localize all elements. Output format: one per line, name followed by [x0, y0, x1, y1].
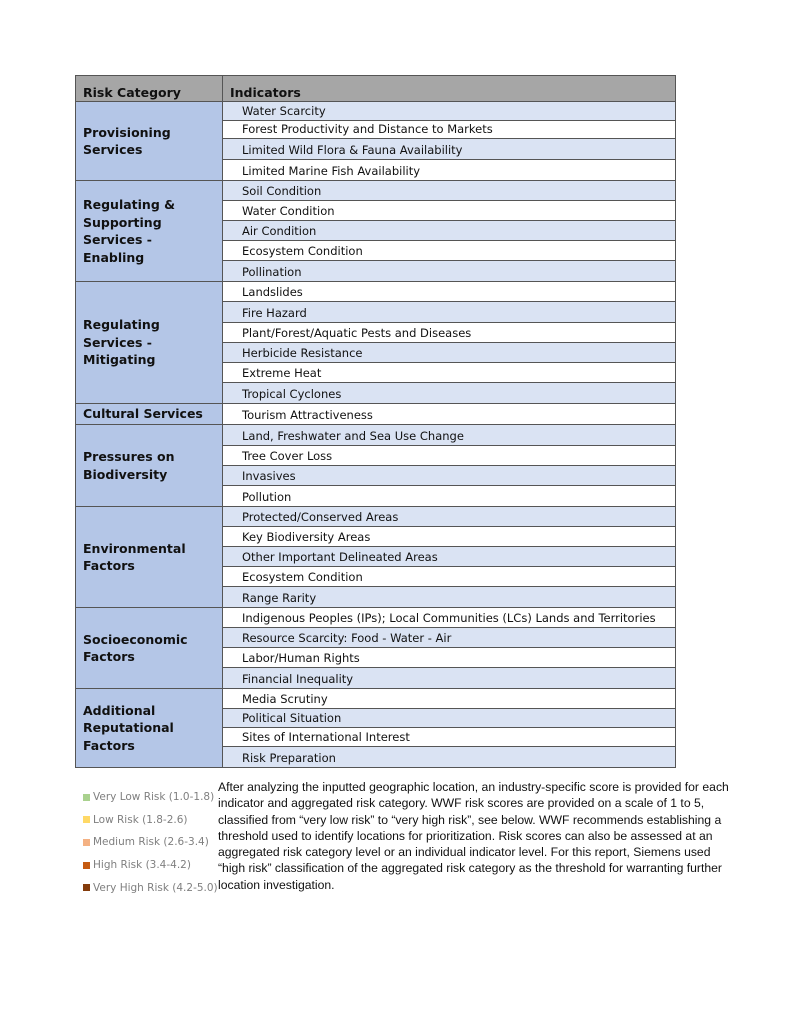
legend-swatch [83, 862, 90, 869]
indicator-cell: Invasives [223, 466, 676, 486]
indicator-cell: Fire Hazard [223, 302, 676, 323]
indicator-cell: Plant/Forest/Aquatic Pests and Diseases [223, 323, 676, 343]
risk-category-cell: Additional Reputational Factors [76, 689, 223, 768]
indicator-cell: Forest Productivity and Distance to Markets [223, 121, 676, 139]
legend-item [83, 809, 218, 832]
indicator-cell: Pollination [223, 261, 676, 282]
legend-item [83, 831, 218, 854]
indicator-cell: Key Biodiversity Areas [223, 527, 676, 547]
indicator-cell: Range Rarity [223, 587, 676, 608]
table-row [76, 425, 676, 446]
risk-legend [83, 786, 218, 899]
indicator-cell: Indigenous Peoples (IPs); Local Communities (LCs) Lands and Territories [223, 608, 676, 628]
indicator-cell: Pollution [223, 486, 676, 507]
indicator-cell: Water Scarcity [223, 102, 676, 121]
legend-item [83, 786, 218, 809]
indicator-cell: Tropical Cyclones [223, 383, 676, 404]
legend-swatch [83, 839, 90, 846]
header-indicators: Indicators [223, 76, 676, 102]
risk-category-cell: Provisioning Services [76, 102, 223, 181]
risk-category-cell: Pressures on Biodiversity [76, 425, 223, 507]
risk-category-cell: Regulating & Supporting Services - Enabling [76, 181, 223, 282]
indicator-cell: Landslides [223, 282, 676, 302]
indicator-cell: Land, Freshwater and Sea Use Change [223, 425, 676, 446]
indicator-cell: Political Situation [223, 709, 676, 728]
indicator-cell: Soil Condition [223, 181, 676, 201]
risk-category-cell: Environmental Factors [76, 507, 223, 608]
indicator-cell: Other Important Delineated Areas [223, 547, 676, 567]
indicator-cell: Risk Preparation [223, 747, 676, 768]
risk-indicator-table [75, 75, 676, 768]
indicator-cell: Ecosystem Condition [223, 241, 676, 261]
legend-label: Very Low Risk (1.0-1.8) [93, 791, 215, 804]
indicator-cell: Protected/Conserved Areas [223, 507, 676, 527]
legend-label: Low Risk (1.8-2.6) [93, 813, 188, 826]
indicator-cell: Tourism Attractiveness [223, 404, 676, 425]
indicator-cell: Financial Inequality [223, 668, 676, 689]
indicator-cell: Water Condition [223, 201, 676, 221]
body-paragraph: After analyzing the inputted geographic location, an industry-specific score is provided for each indicator and aggregated risk category. WWF risk scores are provided on a scale of 1 to 5, classified from “very low risk” to “very high risk”, see below. WWF recommends establishing a threshold used to identify locations for prioritization. Risk scores can also be assessed at an aggregated risk category level or an individual indicator level. For this report, Siemens used “high risk” classification of the aggregated risk category as the threshold for warranting further location investigation. [218, 780, 729, 892]
indicator-cell: Extreme Heat [223, 363, 676, 383]
table-row [76, 282, 676, 302]
legend-item [83, 876, 218, 899]
indicator-cell: Limited Marine Fish Availability [223, 160, 676, 181]
table-row [76, 507, 676, 527]
indicator-cell: Sites of International Interest [223, 728, 676, 747]
table-header-row [76, 76, 676, 102]
legend-label: Medium Risk (2.6-3.4) [93, 836, 209, 849]
table-row [76, 102, 676, 121]
indicator-cell: Media Scrutiny [223, 689, 676, 709]
header-risk-category: Risk Category [76, 76, 223, 102]
indicator-cell: Resource Scarcity: Food - Water - Air [223, 628, 676, 648]
indicator-cell: Herbicide Resistance [223, 343, 676, 363]
indicator-cell: Limited Wild Flora & Fauna Availability [223, 139, 676, 160]
legend-item [83, 854, 218, 877]
indicator-cell: Ecosystem Condition [223, 567, 676, 587]
table-row [76, 608, 676, 628]
legend-swatch [83, 794, 90, 801]
legend-swatch [83, 884, 90, 891]
legend-swatch [83, 816, 90, 823]
legend-label: Very High Risk (4.2-5.0) [93, 881, 218, 894]
table-row [76, 404, 676, 425]
risk-category-cell: Cultural Services [76, 404, 223, 425]
legend-label: High Risk (3.4-4.2) [93, 859, 191, 872]
indicator-cell: Tree Cover Loss [223, 446, 676, 466]
indicator-cell: Air Condition [223, 221, 676, 241]
risk-category-cell: Socioeconomic Factors [76, 608, 223, 689]
indicator-cell: Labor/Human Rights [223, 648, 676, 668]
risk-category-cell: Regulating Services - Mitigating [76, 282, 223, 404]
table-row [76, 689, 676, 709]
table-row [76, 181, 676, 201]
